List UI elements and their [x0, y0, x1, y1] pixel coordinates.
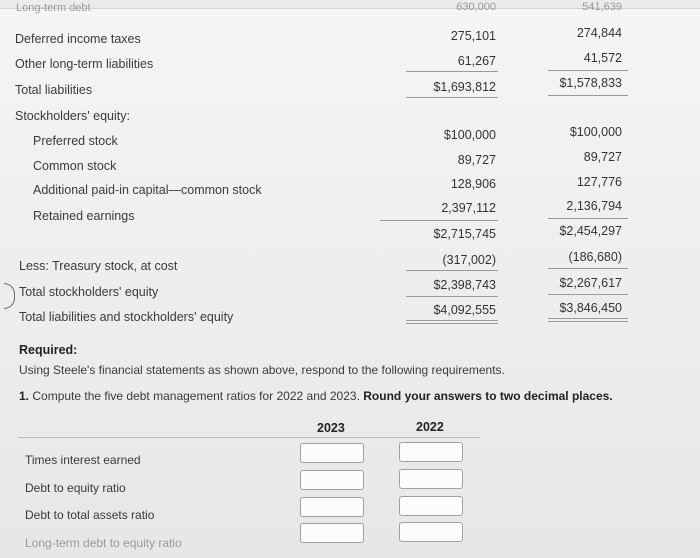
long-term-debt-label: Long-term debt [16, 2, 91, 14]
deferred-income-taxes-2022: 274,844 [576, 26, 622, 40]
total-liabilities-2022: $1,578,833 [559, 76, 622, 90]
long-term-debt-2023: 630,000 [456, 1, 496, 13]
preferred-stock-label: Preferred stock [33, 134, 118, 148]
times-interest-earned-2023-input[interactable] [300, 443, 364, 463]
long-term-debt-to-equity-ratio-2022-input[interactable] [399, 522, 463, 542]
treasury-stock-label: Less: Treasury stock, at cost [19, 259, 178, 273]
double-rule-total-2022 [548, 318, 628, 319]
total-stockholders-equity-label: Total stockholders' equity [19, 285, 159, 299]
total-liabilities-label: Total liabilities [15, 83, 93, 97]
times-interest-earned-2022-input[interactable] [399, 442, 463, 462]
total-stockholders-equity-2022: $2,267,617 [559, 276, 622, 290]
rule-treasury-2023 [406, 270, 498, 271]
deferred-income-taxes-2023: 275,101 [450, 29, 496, 43]
retained-earnings-2022: 2,136,794 [566, 199, 622, 213]
debt-to-total-assets-ratio-label: Debt to total assets ratio [25, 508, 155, 522]
common-stock-2022: 89,727 [583, 150, 622, 164]
other-long-term-liabilities-2022: 41,572 [583, 51, 622, 65]
total-stockholders-equity-2023: $2,398,743 [433, 278, 496, 292]
rule-total-liabilities-2022 [548, 95, 628, 96]
total-liabilities-and-equity-2023: $4,092,555 [433, 303, 496, 317]
rule-total-equity-2023 [406, 296, 498, 297]
common-stock-label: Common stock [33, 159, 117, 173]
long-term-debt-2022: 541,639 [582, 1, 622, 13]
debt-to-equity-ratio-2022-input[interactable] [399, 469, 463, 489]
total-liabilities-and-equity-2022: $3,846,450 [559, 301, 622, 315]
col-header-2023: 2023 [317, 421, 345, 435]
required-intro: Using Steele's financial statements as shown above, respond to the following requirements. [19, 363, 505, 377]
retained-earnings-2023: 2,397,112 [441, 201, 496, 215]
retained-earnings-label: Retained earnings [33, 209, 135, 223]
equity-subtotal-2023: $2,715,745 [433, 227, 496, 241]
treasury-stock-2022: (186,680) [568, 250, 622, 264]
additional-paid-in-capital-2023: 128,906 [450, 177, 496, 191]
long-term-debt-to-equity-ratio-2023-input[interactable] [300, 523, 364, 543]
question-number: 1. [19, 389, 30, 403]
additional-paid-in-capital-2022: 127,776 [576, 175, 622, 189]
rule-liabilities-2022 [548, 70, 628, 71]
preferred-stock-2022: $100,000 [569, 125, 622, 139]
long-term-debt-to-equity-ratio-label: Long-term debt to equity ratio [25, 536, 182, 550]
rule-retained-earnings-2022 [548, 218, 628, 219]
total-liabilities-and-equity-label: Total liabilities and stockholders' equity [19, 310, 234, 324]
answer-table-header-rule [18, 437, 480, 438]
bracket-marker-icon [4, 283, 15, 309]
stockholders-equity-heading: Stockholders' equity: [15, 109, 130, 123]
times-interest-earned-label: Times interest earned [25, 453, 141, 467]
rule-total-equity-2022 [548, 294, 628, 295]
treasury-stock-2023: (317,002) [442, 253, 496, 267]
double-rule-total-2023 [406, 320, 498, 321]
debt-to-equity-ratio-label: Debt to equity ratio [25, 481, 126, 495]
other-long-term-liabilities-2023: 61,267 [457, 54, 496, 68]
preferred-stock-2023: $100,000 [443, 128, 496, 142]
question-text: Compute the five debt management ratios for 2022 and 2023. [32, 389, 360, 403]
deferred-income-taxes-label: Deferred income taxes [15, 32, 141, 46]
debt-to-equity-ratio-2023-input[interactable] [300, 470, 364, 490]
debt-to-total-assets-ratio-2023-input[interactable] [300, 497, 364, 517]
rule-retained-earnings-2023 [380, 220, 498, 221]
col-header-2022: 2022 [416, 420, 444, 434]
required-heading: Required: [19, 343, 78, 357]
debt-to-total-assets-ratio-2022-input[interactable] [399, 496, 463, 516]
additional-paid-in-capital-label: Additional paid-in capital—common stock [33, 183, 262, 197]
common-stock-2023: 89,727 [457, 153, 496, 167]
question-rounding-note: Round your answers to two decimal places. [363, 389, 613, 403]
rule-liabilities-2023 [406, 71, 498, 72]
other-long-term-liabilities-label: Other long-term liabilities [15, 57, 154, 71]
equity-subtotal-2022: $2,454,297 [559, 224, 622, 238]
rule-total-liabilities-2023 [406, 97, 498, 98]
rule-treasury-2022 [548, 268, 628, 269]
total-liabilities-2023: $1,693,812 [433, 80, 496, 94]
question-1 [19, 389, 613, 403]
